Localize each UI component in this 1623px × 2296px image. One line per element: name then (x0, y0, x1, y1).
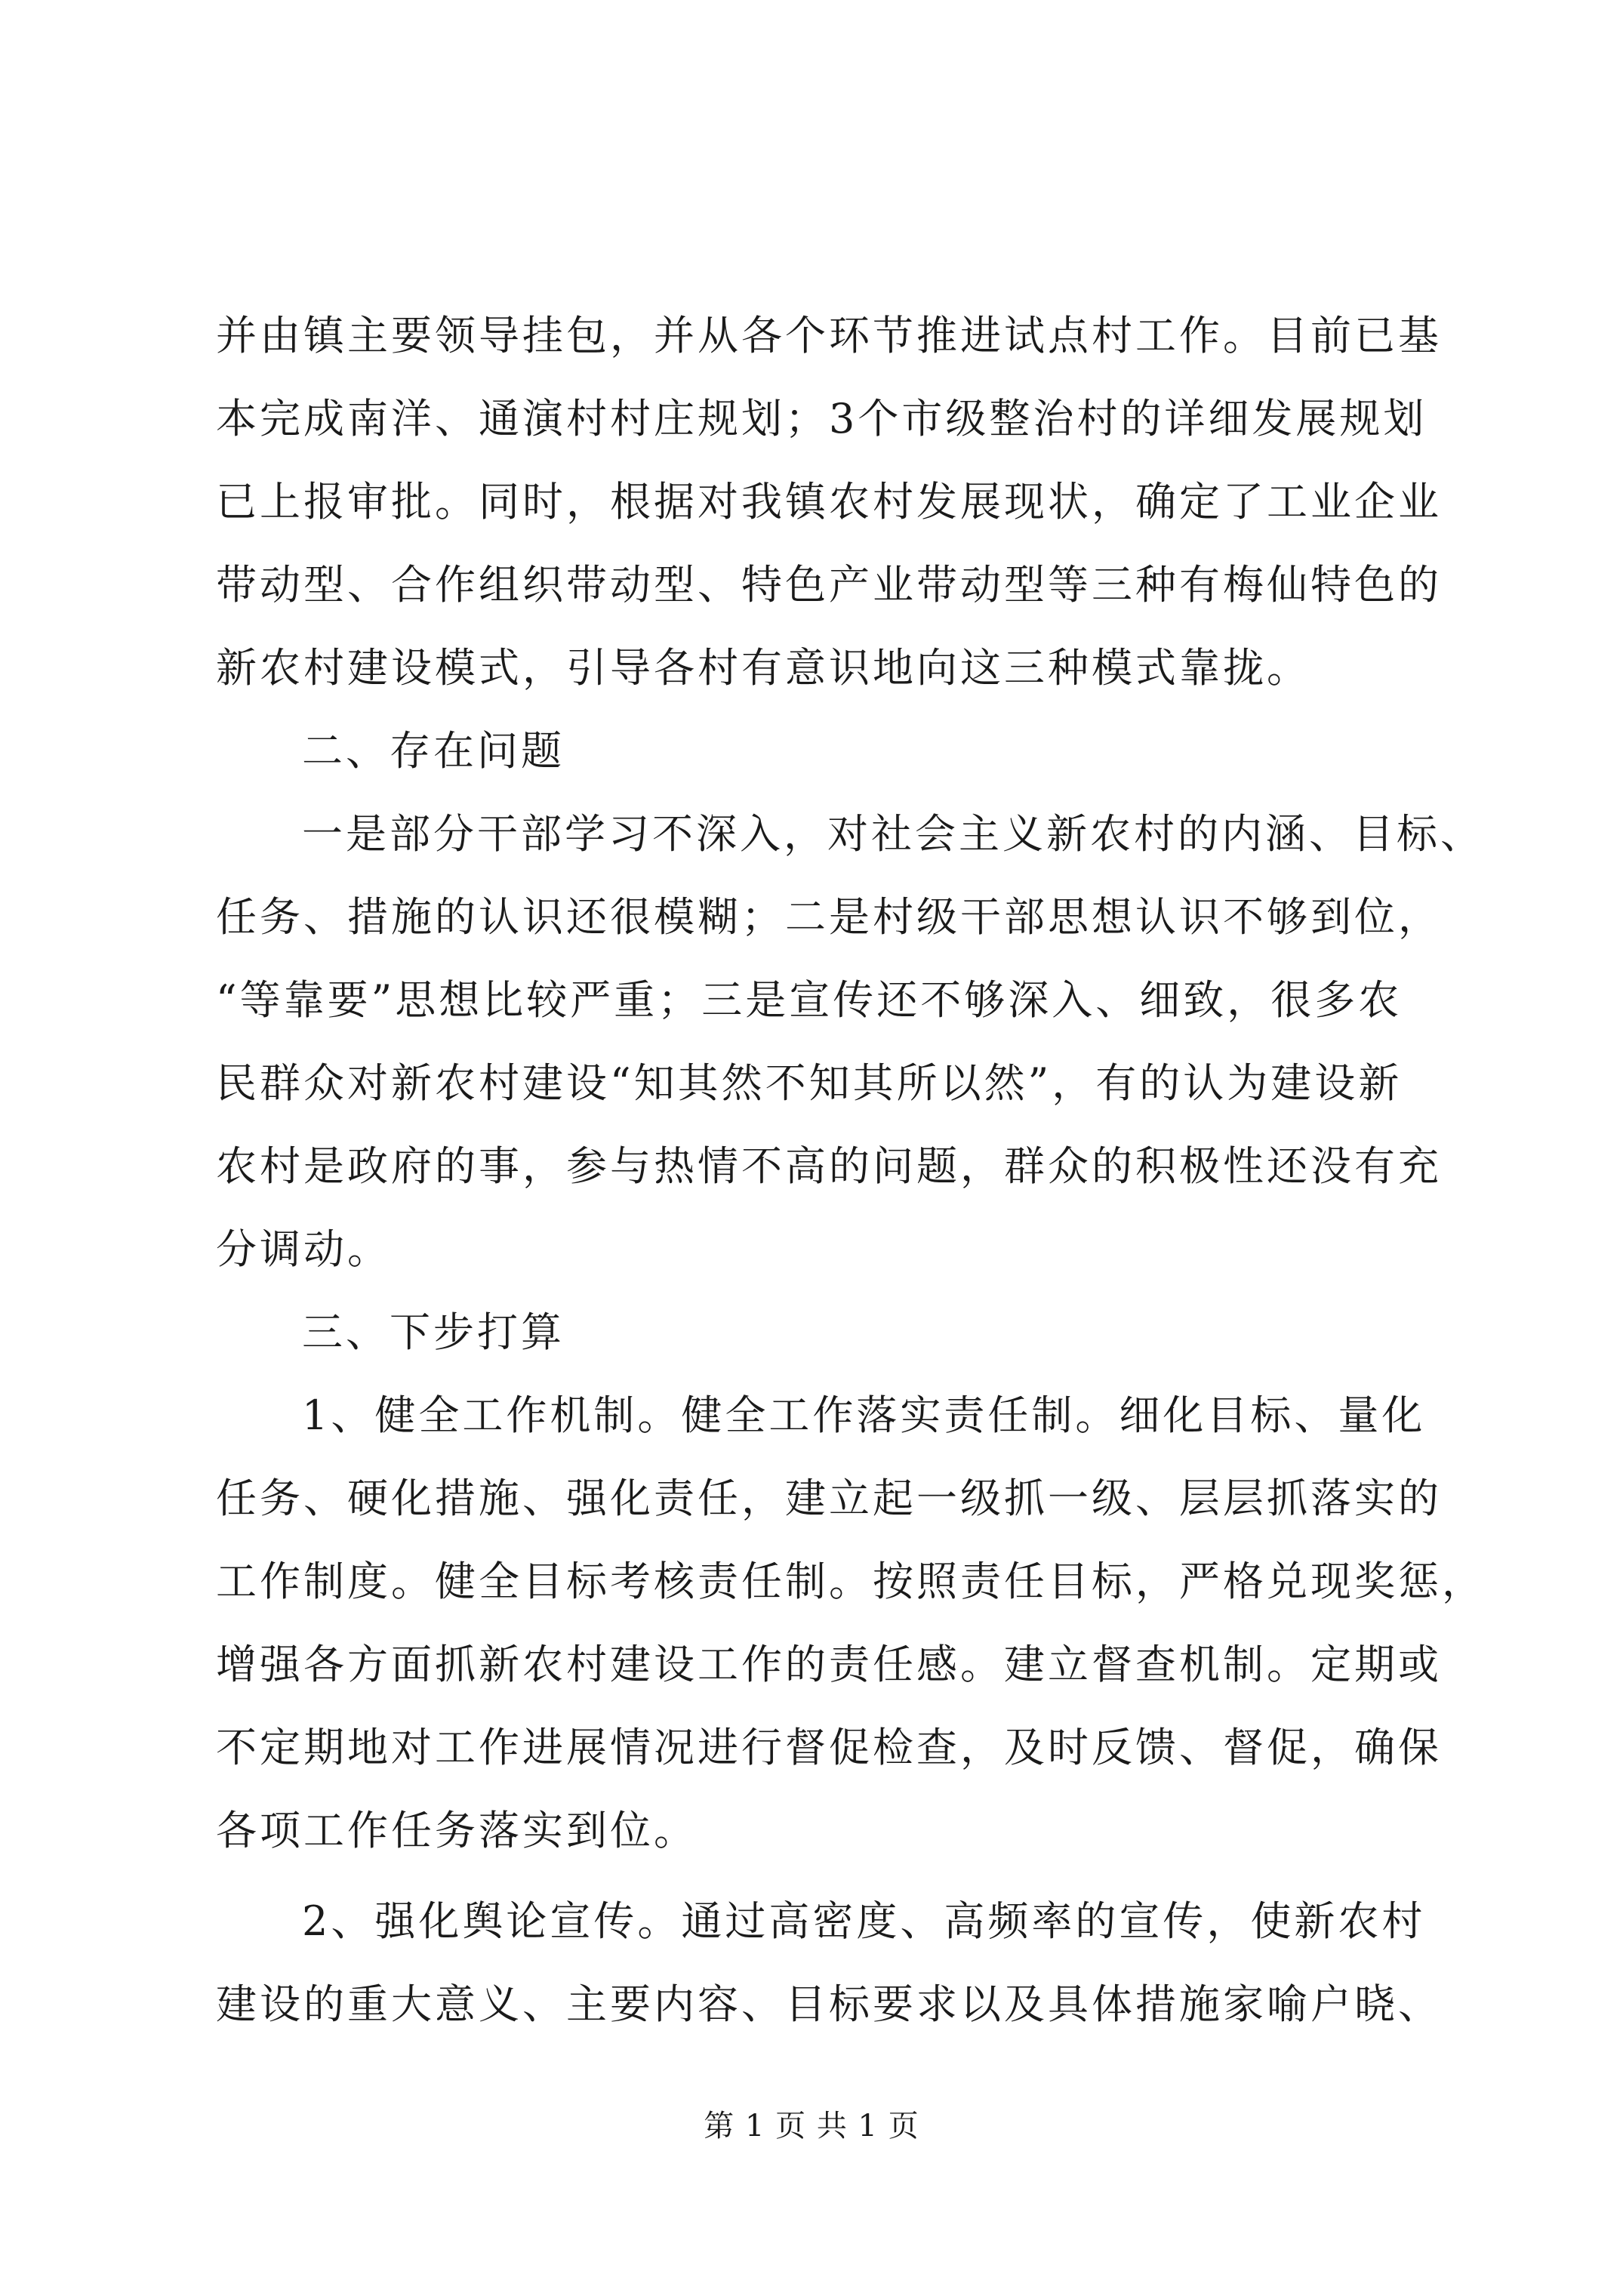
body-line: 并由镇主要领导挂包，并从各个环节推进试点村工作。目前已基 (216, 312, 1442, 359)
body-line: 任务、硬化措施、强化责任，建立起一级抓一级、层层抓落实的 (216, 1475, 1442, 1522)
section-heading: 二、存在问题 (302, 727, 565, 775)
body-line: 工作制度。健全目标考核责任制。按照责任目标，严格兑现奖惩， (216, 1558, 1486, 1605)
body-line: 2、强化舆论宣传。通过高密度、高频率的宣传，使新农村 (302, 1897, 1426, 1945)
body-line: 增强各方面抓新农村建设工作的责任感。建立督查机制。定期或 (216, 1641, 1442, 1688)
body-line: 本完成南洋、通演村村庄规划；3个市级整治村的详细发展规划 (216, 395, 1427, 442)
body-line: 1、健全工作机制。健全工作落实责任制。细化目标、量化 (302, 1391, 1426, 1439)
body-line: 任务、措施的认识还很模糊；二是村级干部思想认识不够到位， (216, 893, 1442, 941)
section-heading: 三、下步打算 (302, 1308, 565, 1356)
body-line: 不定期地对工作进展情况进行督促检查，及时反馈、督促，确保 (216, 1724, 1442, 1771)
page-footer: 第 1 页 共 1 页 (704, 2109, 919, 2143)
body-line: 带动型、合作组织带动型、特色产业带动型等三种有梅仙特色的 (216, 561, 1442, 609)
body-line: 民群众对新农村建设“知其然不知其所以然”，有的认为建设新 (216, 1059, 1403, 1107)
body-line: 分调动。 (216, 1225, 391, 1273)
body-line: 建设的重大意义、主要内容、目标要求以及具体措施家喻户晓、 (216, 1980, 1442, 2028)
body-line: 已上报审批。同时，根据对我镇农村发展现状，确定了工业企业 (216, 478, 1442, 525)
body-line: 各项工作任务落实到位。 (216, 1807, 698, 1854)
body-line: 新农村建设模式，引导各村有意识地向这三种模式靠拢。 (216, 644, 1310, 692)
body-line: 农村是政府的事，参与热情不高的问题，群众的积极性还没有充 (216, 1142, 1442, 1190)
body-line: “等靠要”思想比较严重；三是宣传还不够深入、细致，很多农 (216, 976, 1403, 1024)
body-line: 一是部分干部学习不深入，对社会主义新农村的内涵、目标、 (302, 810, 1484, 858)
